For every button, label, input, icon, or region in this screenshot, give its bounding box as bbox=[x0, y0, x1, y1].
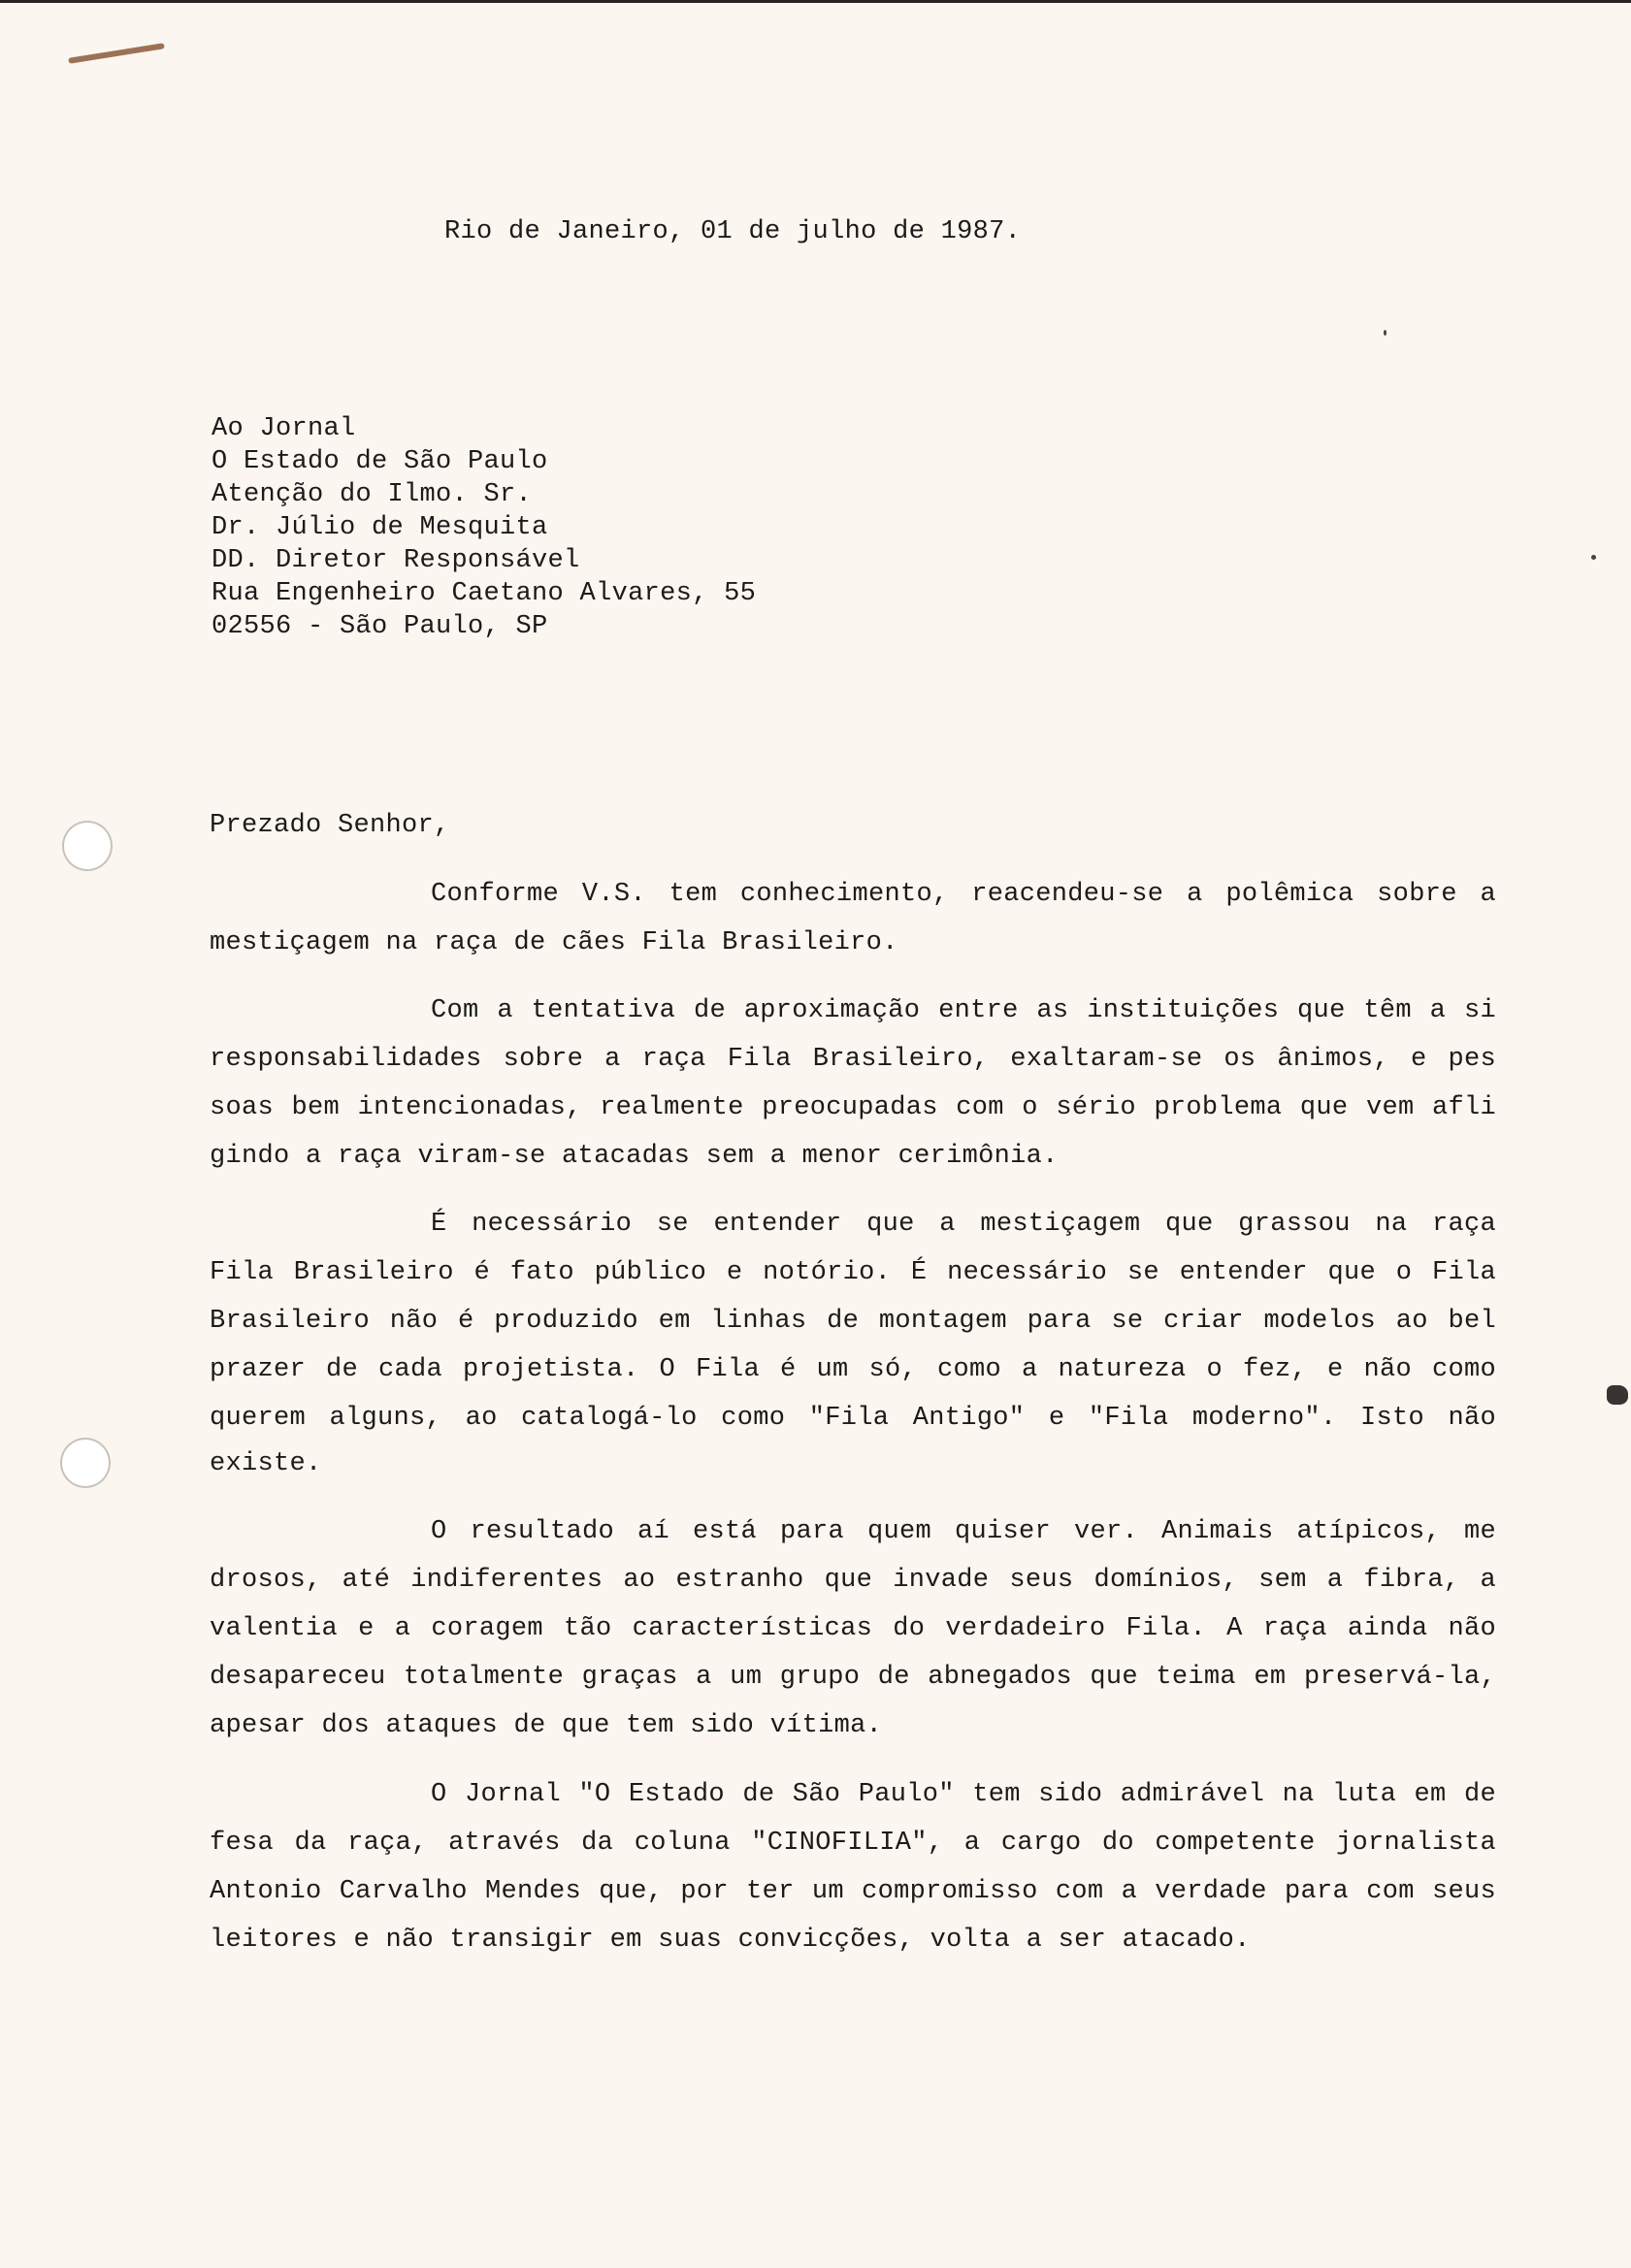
text-line: É necessário se entender que a mestiçagem que grassou na raça bbox=[431, 1210, 1496, 1239]
text-line: Conforme V.S. tem conhecimento, reacendeu-se a polêmica sobre a bbox=[431, 880, 1496, 909]
text-line: Com a tentativa de aproximação entre as instituições que têm a si bbox=[431, 996, 1496, 1025]
text-line: desapareceu totalmente graças a um grupo de abnegados que teima em preservá-la, bbox=[210, 1663, 1496, 1692]
text-line: valentia e a coragem tão características do verdadeiro Fila. A raça ainda não bbox=[210, 1614, 1496, 1643]
text-line: prazer de cada projetista. O Fila é um só, como a natureza o fez, e não como bbox=[210, 1355, 1496, 1384]
text-line: responsabilidades sobre a raça Fila Brasileiro, exaltaram-se os ânimos, e pes bbox=[210, 1045, 1496, 1074]
punch-hole bbox=[60, 1438, 111, 1488]
pen-mark bbox=[68, 43, 165, 64]
text-line: Antonio Carvalho Mendes que, por ter um compromisso com a verdade para com seus bbox=[210, 1877, 1496, 1906]
ink-blot bbox=[1607, 1385, 1628, 1405]
page-top-edge bbox=[0, 0, 1631, 3]
salutation: Prezado Senhor, bbox=[210, 811, 450, 840]
address-line: 02556 - São Paulo, SP bbox=[212, 612, 548, 641]
address-line: Atenção do Ilmo. Sr. bbox=[212, 480, 533, 509]
text-line: leitores e não transigir em suas convicções, volta a ser atacado. bbox=[210, 1926, 1251, 1955]
address-line: Ao Jornal bbox=[212, 414, 356, 443]
text-line: soas bem intencionadas, realmente preocupadas com o sério problema que vem afli bbox=[210, 1093, 1496, 1122]
address-line: O Estado de São Paulo bbox=[212, 447, 548, 476]
text-line: existe. bbox=[210, 1449, 322, 1478]
text-line: O resultado aí está para quem quiser ver. Animais atípicos, me bbox=[431, 1517, 1496, 1546]
punch-hole bbox=[62, 821, 113, 871]
text-line: O Jornal "O Estado de São Paulo" tem sido admirável na luta em de bbox=[431, 1780, 1496, 1809]
text-line: Brasileiro não é produzido em linhas de montagem para se criar modelos ao bel bbox=[210, 1307, 1496, 1336]
text-line: gindo a raça viram-se atacadas sem a menor cerimônia. bbox=[210, 1142, 1059, 1171]
ink-speck bbox=[1591, 555, 1596, 560]
ink-speck bbox=[1384, 330, 1386, 336]
text-line: Fila Brasileiro é fato público e notório. É necessário se entender que o Fila bbox=[210, 1258, 1496, 1287]
text-line: apesar dos ataques de que tem sido vítima. bbox=[210, 1711, 883, 1740]
date-line: Rio de Janeiro, 01 de julho de 1987. bbox=[444, 217, 1022, 246]
text-line: fesa da raça, através da coluna "CINOFILIA", a cargo do competente jornalista bbox=[210, 1829, 1496, 1858]
address-line: DD. Diretor Responsável bbox=[212, 546, 580, 575]
address-line: Rua Engenheiro Caetano Alvares, 55 bbox=[212, 579, 757, 608]
address-line: Dr. Júlio de Mesquita bbox=[212, 513, 548, 542]
text-line: mestiçagem na raça de cães Fila Brasileiro. bbox=[210, 928, 898, 957]
text-line: drosos, até indiferentes ao estranho que invade seus domínios, sem a fibra, a bbox=[210, 1566, 1496, 1595]
text-line: querem alguns, ao catalogá-lo como "Fila Antigo" e "Fila moderno". Isto não bbox=[210, 1404, 1496, 1433]
